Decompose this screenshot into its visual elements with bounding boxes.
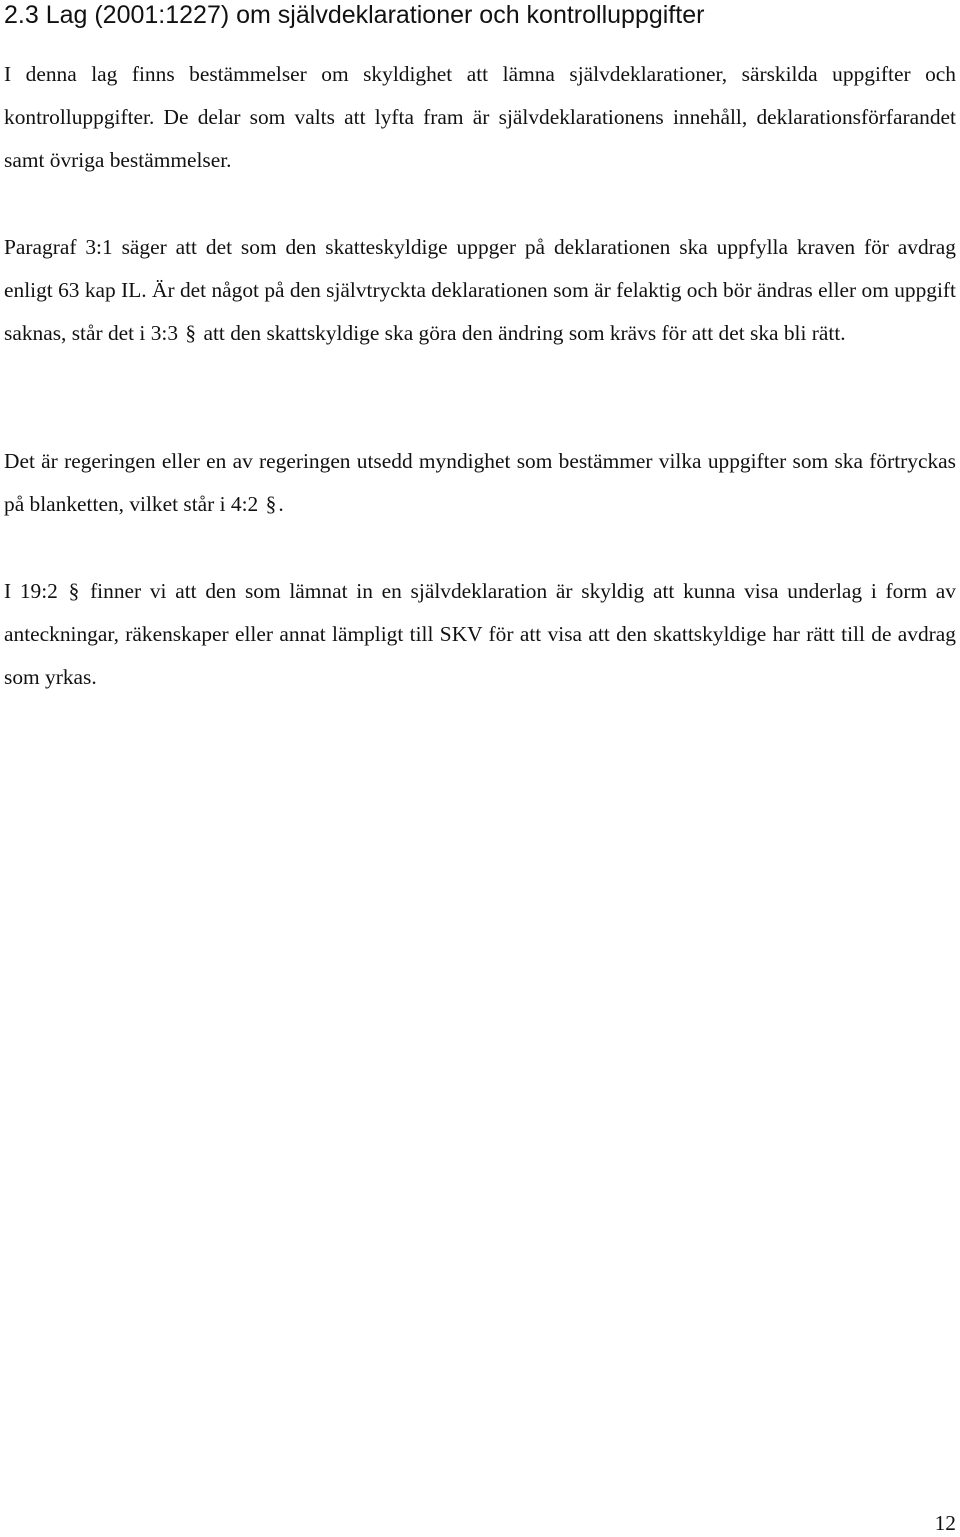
paragraph-19-2 [4,570,956,699]
paragraph-19-2-text-start: I 19:2 [4,579,58,603]
paragraph-3-1 [4,226,956,355]
section-sign: § [68,579,80,603]
paragraph-19-2-text-end: finner vi att den som lämnat in en självdeklaration är skyldig att kunna visa underlag i form av anteckningar, räkenskaper eller annat lämpligt till SKV för att visa att den skattskyldige har rätt till de avdrag som yrkas. [4,579,956,689]
paragraph-3-1-text-end: att den skattskyldige ska göra den ändring som krävs för att det ska bli rätt. [203,321,846,345]
paragraph-4-2-text-end: . [278,492,284,516]
paragraph-4-2 [4,440,956,526]
section-sign: § [265,492,277,516]
paragraph-intro-text: I denna lag finns bestämmelser om skyldighet att lämna självdeklarationer, särskilda uppgifter och kontrolluppgifter. De delar som valts att lyfta fram är självdeklarationens innehåll, deklarationsförfarandet samt övriga bestämmelser. [4,62,956,172]
paragraph-4-2-text-start: Det är regeringen eller en av regeringen utsedd myndighet som bestämmer vilka uppgifter som ska förtryckas på blanketten, vilket står i 4:2 [4,449,956,516]
section-sign: § [185,321,197,345]
paragraph-intro [4,53,956,182]
paragraph-3-1-text-start: Paragraf 3:1 säger att det som den skatteskyldige uppger på deklarationen ska uppfylla kraven för avdrag enligt 63 kap IL. Är det något på den självtryckta deklarationen som är felaktig och bör ändras eller om uppgift saknas, står det i 3:3 [4,235,956,345]
page-number: 12 [934,1511,956,1535]
section-heading: 2.3 Lag (2001:1227) om självdeklarationer och kontrolluppgifter [4,1,705,29]
